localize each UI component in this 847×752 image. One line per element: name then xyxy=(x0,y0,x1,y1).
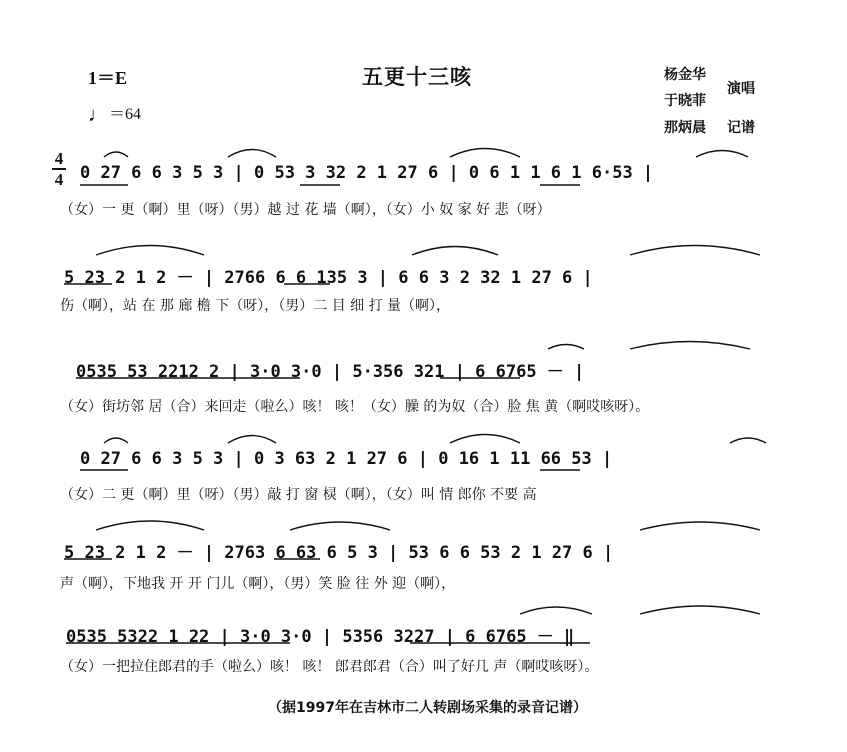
slur-mark xyxy=(450,435,520,444)
credit-singing-role: 演唱 xyxy=(727,81,755,97)
credit-singer-2: 于晓菲 xyxy=(664,93,706,109)
lyrics-row-6: （女）一把拉住郎君的手（啦么）咳！ 咳！ 郎君郎君（合）叫了好几 声（啊哎咳呀）。 xyxy=(60,659,599,675)
lyrics-row-5: 声（啊），下地我 开 开 门儿（啊），（男）笑 脸 往 外 迎（啊）， xyxy=(60,576,456,592)
time-signature-bottom: 4 xyxy=(54,170,64,189)
slur-mark xyxy=(630,342,750,350)
credit-transcriber: 那炳晨 xyxy=(664,120,706,136)
tempo-marking xyxy=(88,101,141,127)
slur-mark xyxy=(640,522,760,530)
notation-row-2: 5 23 2 1 2 － | 2766 6 6 135 3 | 6 6 3 2 32 1 27 6 | xyxy=(64,268,593,288)
quarter-note-icon: ♩ xyxy=(88,104,108,126)
slur-mark xyxy=(228,150,276,158)
credit-transcribing-role: 记谱 xyxy=(727,120,755,136)
notation-row-5: 5 23 2 1 2 － | 2763 6 63 6 5 3 | 53 6 6 53 2 1 27 6 | xyxy=(64,543,614,563)
credit-singer-1: 杨金华 xyxy=(664,67,706,83)
slur-mark xyxy=(104,152,128,157)
notation-row-6: 0535 5322 1 22 | 3·0 3·0 | 5356 3227 | 6 6765 － ‖ xyxy=(66,627,575,647)
lyrics-row-2: 伤（啊），站 在 那 廊 檐 下（呀），（男）二 目 细 打 量（啊）， xyxy=(60,298,451,314)
notation-row-4: 0 27 6 6 3 5 3 | 0 3 63 2 1 27 6 | 0 16 1 11 66 53 | xyxy=(80,449,613,469)
tempo-value: ＝64 xyxy=(109,106,142,123)
slur-mark xyxy=(228,436,276,444)
lyrics-row-3: （女）街坊邻 居（合）来回走（啦么）咳！ 咳！（女）臊 的为奴（合）脸 焦 黄（啊哎咳呀）。 xyxy=(60,399,650,415)
slur-mark xyxy=(520,607,592,614)
slur-mark xyxy=(548,345,584,350)
source-note: （据1997年在吉林市二人转剧场采集的录音记谱） xyxy=(268,700,587,716)
notation-row-1: 0 27 6 6 3 5 3 | 0 53 3 32 2 1 27 6 | 0 6 1 1 6 1 6·53 | xyxy=(80,163,654,183)
slur-mark xyxy=(290,522,390,530)
slur-mark xyxy=(412,247,498,256)
slur-mark xyxy=(630,246,760,256)
slur-mark xyxy=(96,521,204,530)
lyrics-row-4: （女）二 更（啊）里（呀）（男）敲 打 窗 棂（啊），（女）叫 情 郎你 不要 高 xyxy=(60,487,537,503)
slur-mark xyxy=(730,438,766,443)
notation-row-3: 0535 53 2212 2 | 3·0 3·0 | 5·356 321 | 6 6765 － | xyxy=(76,362,585,382)
lyrics-row-1: （女）一 更（啊）里（呀）（男）越 过 花 墙（啊），（女）小 奴 家 好 悲（呀） xyxy=(60,202,551,218)
slur-mark xyxy=(450,149,520,158)
time-signature xyxy=(52,150,66,188)
slur-mark xyxy=(696,151,748,158)
slur-mark xyxy=(104,438,128,443)
time-signature-top: 4 xyxy=(54,149,64,168)
key-signature: 1＝E xyxy=(88,68,128,88)
slur-mark xyxy=(640,606,760,614)
song-title: 五更十三咳 xyxy=(362,65,472,89)
slur-mark xyxy=(96,246,204,256)
